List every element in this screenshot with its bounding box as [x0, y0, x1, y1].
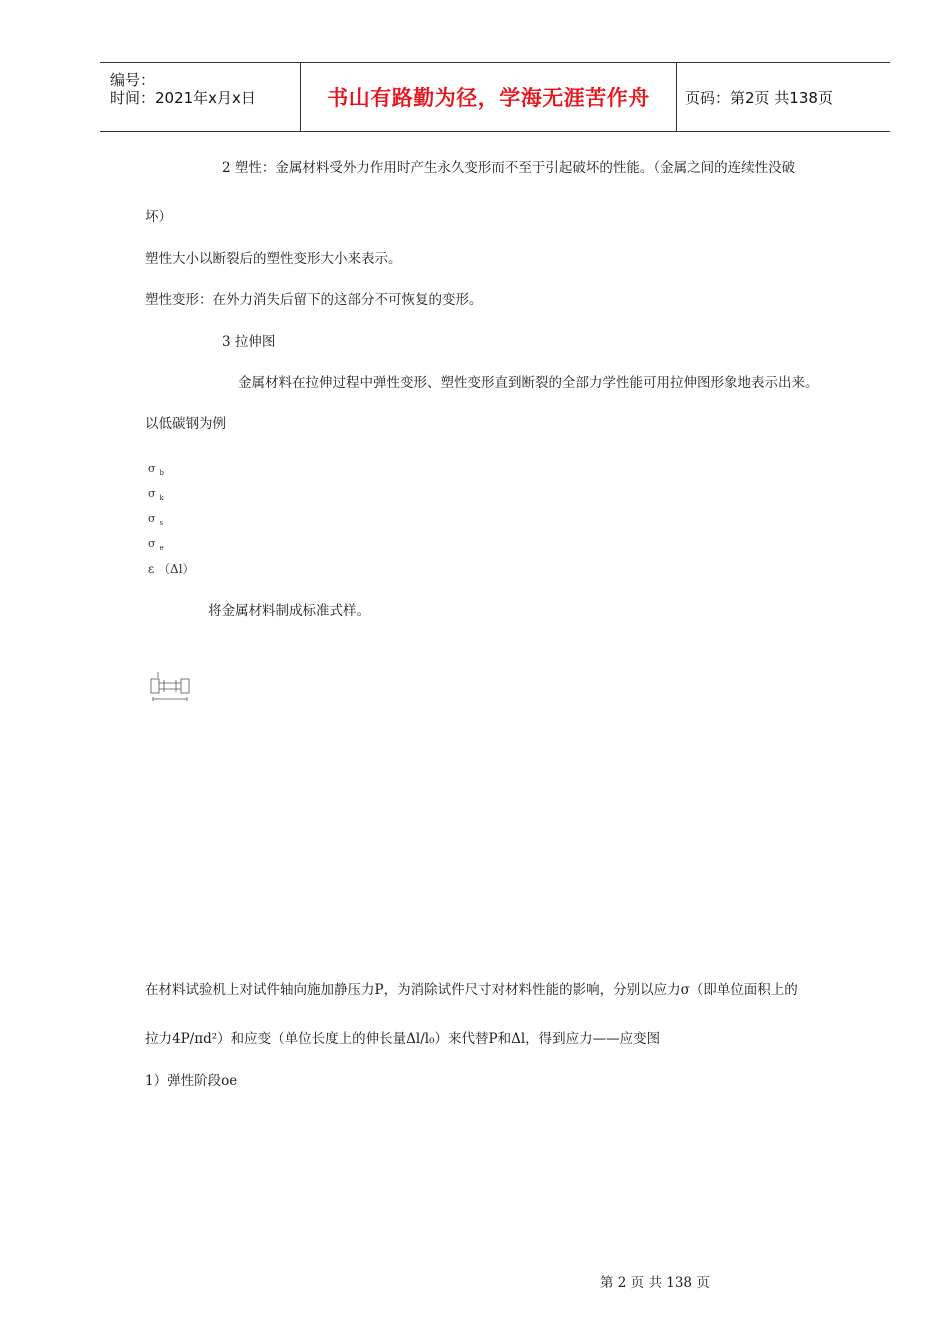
time-label: 时间：2021年x月x日 — [110, 89, 256, 107]
symbol-sigma-b: σ $_b$ — [148, 462, 164, 477]
page-header — [100, 62, 890, 132]
header-info-cell — [100, 63, 300, 131]
symbol-sigma-e: σ $_e$ — [148, 537, 164, 552]
paragraph-tensile-process: 金属材料在拉伸过程中弹性变形、塑性变形直到断裂的全部力学性能可用拉伸图形象地表示出来。 — [238, 375, 819, 391]
paragraph-testing-machine: 在材料试验机上对试件轴向施加静压力P，为消除试件尺寸对材料性能的影响，分别以应力σ（即单位面积上的 — [145, 982, 798, 998]
symbol-sigma-s: σ $_s$ — [148, 512, 164, 527]
footer-page-number: 第 2 页 共 138 页 — [600, 1275, 710, 1291]
section-heading-tensile-diagram: 3 拉伸图 — [222, 334, 276, 350]
header-page-cell — [675, 63, 890, 131]
code-label: 编号： — [110, 71, 156, 89]
paragraph-specimen: 将金属材料制成标准式样。 — [208, 603, 370, 619]
paragraph-plasticity-size: 塑性大小以断裂后的塑性变形大小来表示。 — [145, 251, 402, 267]
header-motto-cell — [300, 63, 677, 131]
specimen-figure — [148, 670, 192, 706]
symbol-sigma-k: σ $_k$ — [148, 487, 164, 502]
symbol-epsilon: ε （Δl） — [148, 562, 195, 576]
paragraph-plastic-deformation: 塑性变形：在外力消失后留下的这部分不可恢复的变形。 — [145, 292, 483, 308]
motto-text: 书山有路勤为径，学海无涯苦作舟 — [327, 86, 650, 110]
paragraph-plasticity: 2 塑性：金属材料受外力作用时产生永久变形而不至于引起破坏的性能。（金属之间的连续性没破 — [222, 160, 796, 176]
paragraph-example: 以低碳钢为例 — [145, 416, 226, 432]
section-heading-elastic-stage: 1）弹性阶段oe — [145, 1073, 238, 1089]
paragraph-stress-strain: 拉力4P/πd²）和应变（单位长度上的伸长量Δl/l₀）来代替P和Δl，得到应力——应变图 — [145, 1031, 661, 1047]
header-page-number: 页码：第2页 共138页 — [685, 88, 833, 107]
paragraph-plasticity-cont: 坏） — [145, 209, 172, 225]
